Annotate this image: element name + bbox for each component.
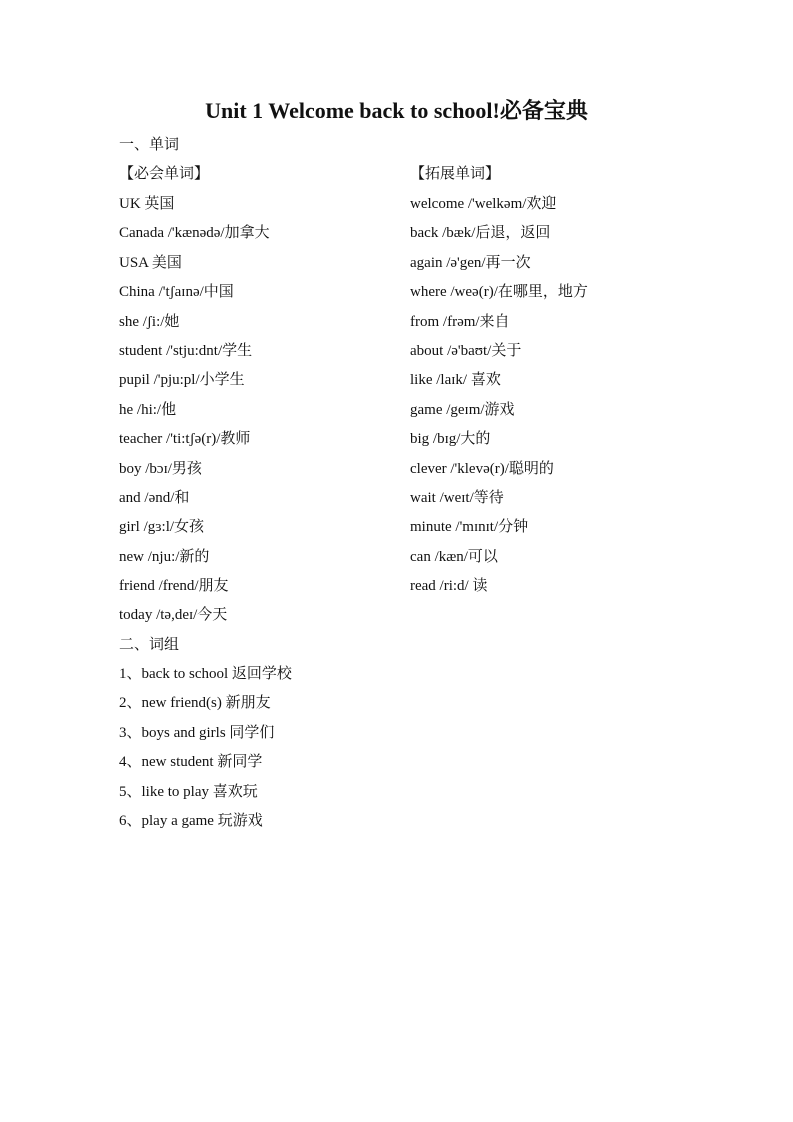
word-item: wait /weɪt/等待 <box>410 489 504 506</box>
word-item: back /bæk/后退，返回 <box>410 225 551 242</box>
page-title: Unit 1 Welcome back to school!必备宝典 <box>205 98 588 123</box>
word-item: clever /'klevə(r)/聪明的 <box>410 460 554 477</box>
word-item: where /weə(r)/在哪里，地方 <box>410 284 588 301</box>
required-words-heading: 【必会单词】 <box>119 166 210 182</box>
section-heading-phrases: 二、词组 <box>119 637 180 653</box>
word-item: minute /'mɪnɪt/分钟 <box>410 519 529 536</box>
word-item: and /ənd/和 <box>119 489 190 506</box>
word-item: China /'tʃaɪnə/中国 <box>119 284 234 301</box>
phrase-item: 2、new friend(s) 新朋友 <box>119 695 271 712</box>
word-item: friend /frend/朋友 <box>119 578 229 595</box>
word-item: welcome /'welkəm/欢迎 <box>410 196 557 212</box>
phrase-item: 4、new student 新同学 <box>119 754 263 771</box>
word-item: student /'stju:dnt/学生 <box>119 342 253 359</box>
word-item: pupil /'pju:pl/小学生 <box>119 372 245 389</box>
extended-words-list <box>410 193 588 604</box>
required-words-list <box>119 193 270 634</box>
phrase-item: 1、back to school 返回学校 <box>119 666 292 682</box>
word-item: again /ə'gen/再一次 <box>410 254 531 271</box>
word-item: she /ʃi:/她 <box>119 313 180 330</box>
word-item: teacher /'ti:tʃə(r)/教师 <box>119 431 251 448</box>
word-item: from /frəm/来自 <box>410 313 510 330</box>
phrase-item: 3、boys and girls 同学们 <box>119 724 275 741</box>
word-item: about /ə'baʊt/关于 <box>410 342 522 359</box>
word-item: he /hi:/他 <box>119 401 177 418</box>
word-item: can /kæn/可以 <box>410 548 498 565</box>
phrase-item: 5、like to play 喜欢玩 <box>119 783 258 800</box>
word-item: USA 美国 <box>119 254 182 271</box>
word-item: UK 英国 <box>119 196 175 212</box>
word-item: new /nju:/新的 <box>119 548 210 565</box>
word-item: today /tə,deɪ/今天 <box>119 607 228 624</box>
word-item: boy /bɔɪ/男孩 <box>119 460 202 477</box>
word-item: like /laɪk/ 喜欢 <box>410 372 501 389</box>
word-item: big /bɪg/大的 <box>410 431 491 448</box>
phrases-list <box>119 663 292 839</box>
word-item: girl /gɜ:l/女孩 <box>119 519 205 536</box>
word-item: game /geɪm/游戏 <box>410 401 515 418</box>
extended-words-heading: 【拓展单词】 <box>410 166 501 182</box>
phrase-item: 6、play a game 玩游戏 <box>119 812 263 829</box>
word-item: Canada /'kænədə/加拿大 <box>119 225 270 242</box>
word-item: read /ri:d/ 读 <box>410 578 488 595</box>
section-heading-words: 一、单词 <box>119 137 180 153</box>
